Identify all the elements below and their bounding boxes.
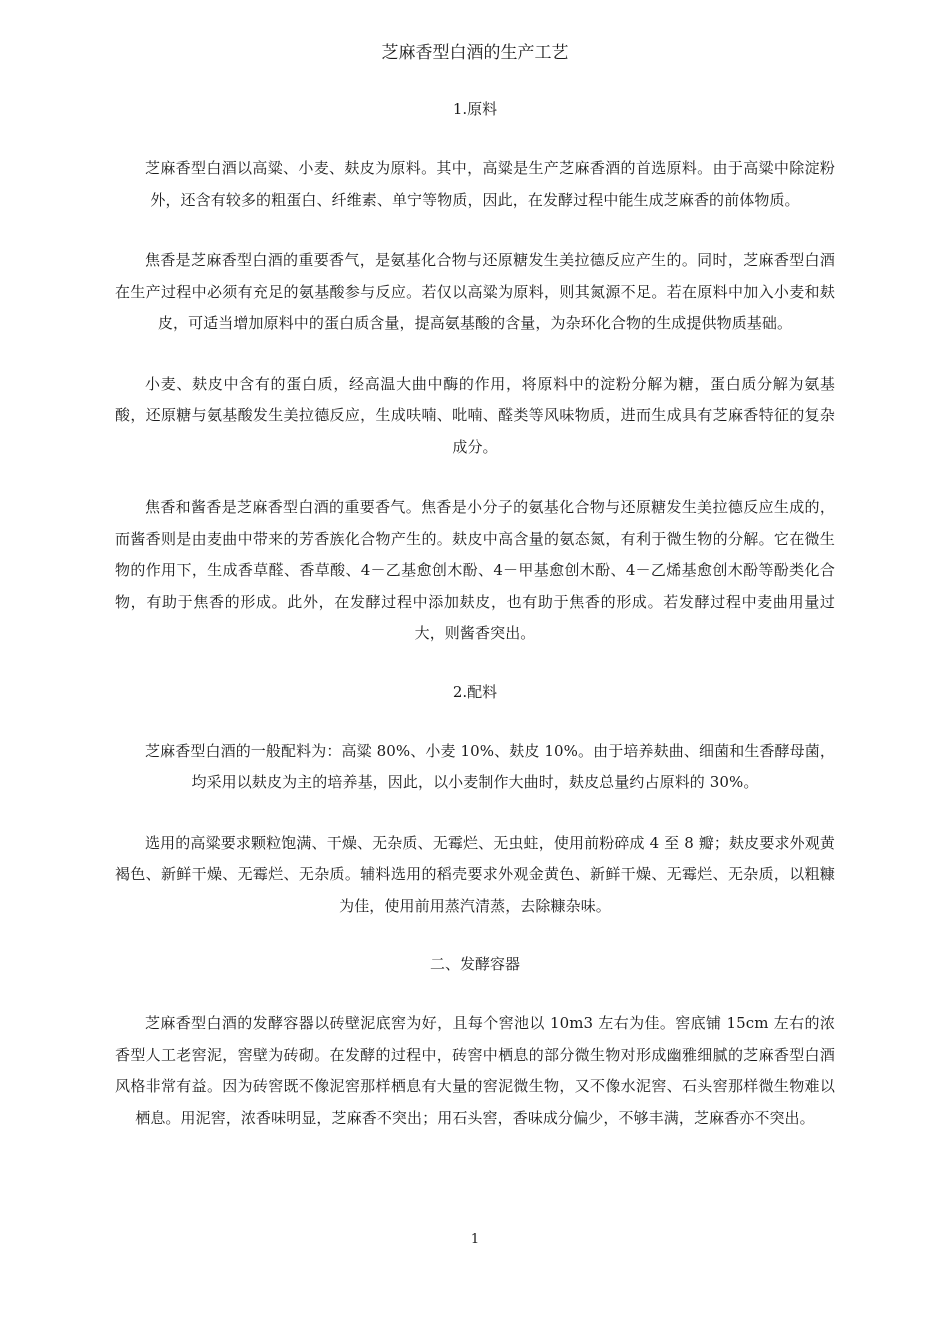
paragraph: 芝麻香型白酒以高粱、小麦、麸皮为原料。其中，高粱是生产芝麻香酒的首选原料。由于高粱中除淀粉外，还含有较多的粗蛋白、纤维素、单宁等物质，因此，在发酵过程中能生成芝麻香的前体物质。 xyxy=(145,159,835,209)
paragraph: 芝麻香型白酒的一般配料为：高粱 80%、小麦 10%、麸皮 10%。由于培养麸曲、细菌和生香酵母菌，均采用以麸皮为主的培养基，因此，以小麦制作大曲时，麸皮总量约占原料的 30%。 xyxy=(145,741,835,791)
document-title: 芝麻香型白酒的生产工艺 xyxy=(381,43,569,63)
section-heading-ingredients: 2.配料 xyxy=(452,682,498,701)
section-heading-raw-materials: 1.原料 xyxy=(452,100,498,118)
paragraph: 选用的高粱要求颗粒饱满、干燥、无杂质、无霉烂、无虫蛀，使用前粉碎成 4 至 8 瓣；麸皮要求外观黄褐色、新鲜干燥、无霉烂、无杂质。辅料选用的稻壳要求外观金黄色、新鲜干燥、无霉烂、无杂质，以粗糠为佳，使用前用蒸汽清蒸，去除糠杂味。 xyxy=(115,833,835,915)
paragraph: 小麦、麸皮中含有的蛋白质，经高温大曲中酶的作用，将原料中的淀粉分解为糖，蛋白质分解为氨基酸，还原糖与氨基酸发生美拉德反应，生成呋喃、吡喃、醛类等风味物质，进而生成具有芝麻香特征的复杂成分。 xyxy=(115,374,835,456)
paragraph: 芝麻香型白酒的发酵容器以砖壁泥底窖为好，且每个窖池以 10m3 左右为佳。窖底铺 15cm 左右的浓香型人工老窖泥，窖壁为砖砌。在发酵的过程中，砖窖中栖息的部分微生物对形成幽雅细腻的芝麻香型白酒风格非常有益。因为砖窖既不像泥窖那样栖息有大量的窖泥微生物，又不像水泥窖、石头窖那样微生物难以栖息。用泥窖，浓香味明显，芝麻香不突出；用石头窖，香味成分偏少，不够丰满，芝麻香亦不突出。 xyxy=(115,1014,835,1127)
paragraph: 焦香和酱香是芝麻香型白酒的重要香气。焦香是小分子的氨基化合物与还原糖发生美拉德反应生成的，而酱香则是由麦曲中带来的芳香族化合物产生的。麸皮中高含量的氨态氮，有利于微生物的分解。它在微生物的作用下，生成香草醛、香草酸、4－乙基愈创木酚、4－甲基愈创木酚、4－乙烯基愈创木酚等酚类化合物，有助于焦香的形成。此外，在发酵过程中添加麸皮，也有助于焦香的形成。若发酵过程中麦曲用量过大，则酱香突出。 xyxy=(115,498,835,642)
page-number: 1 xyxy=(470,1232,480,1247)
section-heading-fermentation-vessel: 二、发酵容器 xyxy=(429,955,520,973)
paragraph: 焦香是芝麻香型白酒的重要香气，是氨基化合物与还原糖发生美拉德反应产生的。同时，芝麻香型白酒在生产过程中必须有充足的氨基酸参与反应。若仅以高粱为原料，则其氮源不足。若在原料中加入小麦和麸皮，可适当增加原料中的蛋白质含量，提高氨基酸的含量，为杂环化合物的生成提供物质基础。 xyxy=(115,251,835,332)
document-body xyxy=(115,38,835,1134)
